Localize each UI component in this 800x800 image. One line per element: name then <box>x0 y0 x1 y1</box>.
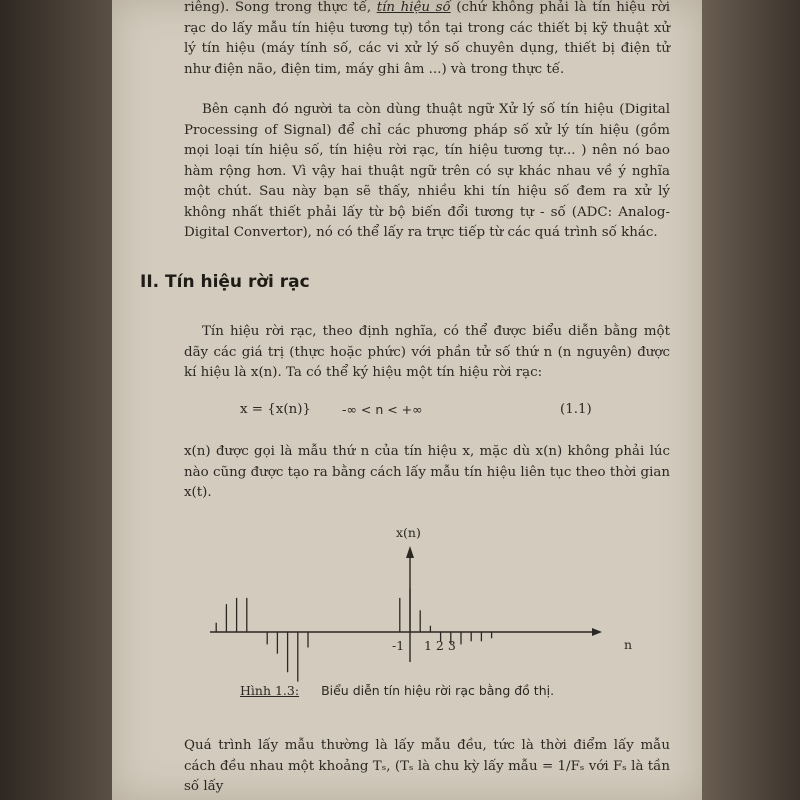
stem-series <box>216 589 491 682</box>
equation-range: -∞ < n < +∞ <box>342 402 423 417</box>
book-gutter-shadow <box>0 0 112 800</box>
book-page <box>112 0 702 800</box>
paragraph-2: Bên cạnh đó người ta còn dùng thuật ngữ Xử lý số tín hiệu (Digital Processing of Signal) để chỉ các phương pháp số xử lý tín hiệu (gồm mọi loại tín hiệu số, tín hiệu rời rạc, tín hiệu tương tự... ) nên nó bao hàm rộng hơn. Vì vậy hai thuật ngữ trên có sự khác nhau về ý nghĩa một chút. Sau này bạn sẽ thấy, nhiều khi tín hiệu số đem ra xử lý không nhất thiết phải lấy từ bộ biến đổi tương tự - số (ADC: Analog-Digital Convertor), nó có thể lấy ra trực tiếp từ các quá trình số khác. <box>184 102 670 240</box>
figure-caption-text: Biểu diễn tín hiệu rời rạc bằng đồ thị. <box>321 683 555 698</box>
tick-label-minus-1: -1 <box>392 638 405 653</box>
paragraph-1-end: (chứ không phải là tín hiệu rời rạc do lấy mẫu tín hiệu tương tự) tồn tại trong các thiết bị kỹ thuật xử lý tín hiệu (máy tính số, các vi xử lý số chuyên dụng, thiết bị điện tử như điện não, điện tim, máy ghi âm ...) và trong thực tế. <box>184 0 670 77</box>
stem-plot <box>112 0 702 800</box>
tick-label-1-2-3: 1 2 3 <box>424 638 456 653</box>
equation-number: (1.1) <box>560 402 592 417</box>
y-axis-arrow <box>406 546 414 558</box>
x-axis-arrow <box>592 628 602 636</box>
figure-caption <box>240 683 554 698</box>
book-edge-shadow <box>702 0 800 800</box>
figure-caption-label: Hình 1.3: <box>240 683 300 698</box>
paragraph-3: Tín hiệu rời rạc, theo định nghĩa, có thể được biểu diễn bằng một dãy các giá trị (thực hoặc phức) với phần tử số thứ n (n nguyên) được kí hiệu là x(n). Ta có thể ký hiệu một tín hiệu rời rạc: <box>184 324 670 380</box>
section-heading: II. Tín hiệu rời rạc <box>140 272 310 292</box>
y-axis-label: x(n) <box>396 525 421 540</box>
paragraph-5: Quá trình lấy mẫu thường là lấy mẫu đều, tức là thời điểm lấy mẫu cách đều nhau một khoảng Tₛ, (Tₛ là chu kỳ lấy mẫu = 1/Fₛ với Fₛ là tần số lấy <box>184 738 670 794</box>
paragraph-1-start: riêng). Song trong thực tế, <box>184 0 372 15</box>
equation-lhs: x = {x(n)} <box>240 402 311 417</box>
paragraph-4: x(n) được gọi là mẫu thứ n của tín hiệu x, mặc dù x(n) không phải lúc nào cũng được tạo ra bằng cách lấy mẫu tín hiệu liên tục theo thời gian x(t). <box>184 444 670 500</box>
emphasized-term: tín hiệu số <box>376 0 451 15</box>
x-axis-label: n <box>624 637 633 652</box>
